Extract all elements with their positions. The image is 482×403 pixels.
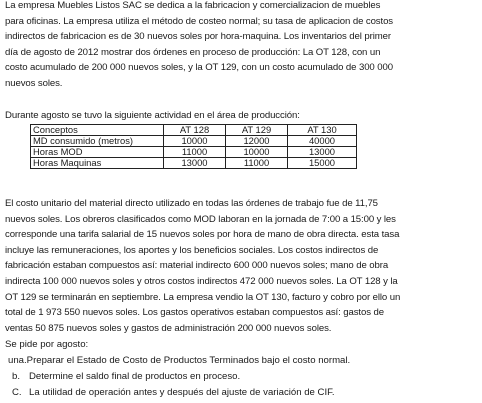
table-header-cell: AT 128	[164, 125, 226, 136]
table-header-row	[31, 125, 357, 136]
details-line: ventas 50 875 nuevos soles y gastos de administración 200 000 nuevos soles.	[5, 322, 332, 334]
table-cell: 10000	[226, 147, 288, 158]
question-text: La utilidad de operación antes y después del ajuste de variación de CIF.	[29, 387, 335, 398]
details-line: incluye las remuneraciones, los aportes y los beneficios sociales. Los costos indirectos de	[5, 244, 379, 256]
question-text: una.Preparar el Estado de Costo de Productos Terminados bajo el costo normal.	[8, 355, 351, 366]
table-header-cell: AT 130	[288, 125, 357, 136]
table-row	[31, 136, 357, 147]
details-line: corresponde una tarifa salarial de 15 nuevos soles por hora de mano de obra directa. esta tasa	[5, 229, 400, 241]
table-cell: 10000	[164, 136, 226, 147]
question-marker: b.	[12, 371, 21, 382]
table-row	[31, 147, 357, 158]
table-row	[31, 158, 357, 169]
details-line: OT 129 se terminarán en septiembre. La empresa vendio la OT 130, facturo y cobro por ello un	[5, 291, 401, 303]
details-line: El costo unitario del material directo utilizado en todas las órdenes de trabajo fue de 11,75	[5, 198, 378, 209]
details-line: total de 1 973 550 nuevos soles. Los gastos operativos estaban compuestos así: gastos de	[5, 307, 384, 319]
intro-line: indirectos de fabricacion es de 30 nuevos soles por hora-maquina. Los inventarios del primer	[5, 31, 391, 43]
question-text: Determine el saldo final de productos en proceso.	[29, 371, 241, 382]
table-header-cell: AT 129	[226, 125, 288, 136]
questions-heading: Se pide por agosto:	[5, 339, 89, 350]
details-paragraph	[5, 196, 473, 336]
table-cell: 11000	[164, 147, 226, 158]
table-cell: 12000	[226, 136, 288, 147]
table-cell: 15000	[288, 158, 357, 169]
details-line: nuevos soles. Los obreros clasificados como MOD laboran en la jornada de 7:00 a 15:00 y les	[5, 213, 396, 225]
question-item-c	[12, 385, 335, 401]
table-cell: 40000	[288, 136, 357, 147]
table-cell: 13000	[164, 158, 226, 169]
question-marker: C.	[12, 387, 22, 398]
question-item-b	[12, 369, 240, 385]
intro-line: para oficinas. La empresa utiliza el método de costeo normal; su tasa de aplicacion de costos	[5, 15, 393, 27]
table-cell: 11000	[226, 158, 288, 169]
activity-heading: Durante agosto se tuvo la siguiente actividad en el área de producción:	[5, 110, 300, 121]
details-line: indirecta 100 000 nuevos soles y otros costos indirectos 472 000 nuevos soles. La OT 128 y la	[5, 275, 398, 287]
intro-line: costo acumulado de 200 000 nuevos soles, y la OT 129, con un costo acumulado de 300 000	[5, 62, 393, 74]
table-cell: MD consumido (metros)	[31, 136, 164, 147]
intro-line: día de agosto de 2012 mostrar dos órdenes en proceso de producción: La OT 128, con un	[5, 46, 381, 58]
intro-line: La empresa Muebles Listos SAC se dedica a la fabricacion y comercializacion de muebles	[5, 0, 381, 11]
table-cell: 13000	[288, 147, 357, 158]
details-line: fabricación estaban compuestos así: material indirecto 600 000 nuevos soles; mano de obra	[5, 260, 389, 272]
intro-paragraph	[5, 0, 473, 92]
question-item-a	[8, 353, 350, 369]
table-header-cell: Conceptos	[31, 125, 164, 136]
production-activity-table	[30, 124, 357, 169]
table-cell: Horas Maquinas	[31, 158, 164, 169]
intro-line: nuevos soles.	[5, 77, 63, 89]
table-cell: Horas MOD	[31, 147, 164, 158]
